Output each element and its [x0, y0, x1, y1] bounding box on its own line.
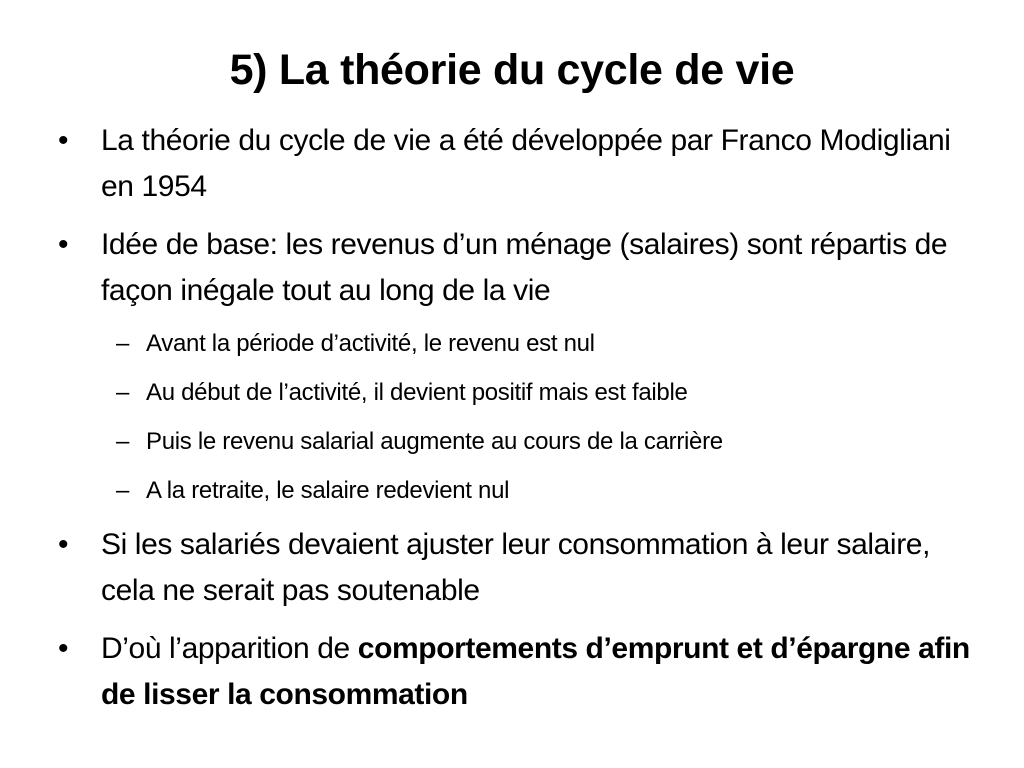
- bullet-text: Si les salariés devaient ajuster leur consommation à leur salaire, cela ne serait pas soutenable: [101, 528, 931, 607]
- bullet-text-normal: D’où l’apparition de: [101, 632, 358, 665]
- bullet-icon: •: [58, 632, 69, 665]
- dash-icon: –: [116, 428, 130, 455]
- dash-icon: –: [116, 330, 130, 357]
- sub-bullet-item: [58, 326, 978, 362]
- sub-bullet-text: Au début de l’activité, il devient positif mais est faible: [146, 379, 688, 406]
- slide-body: [58, 118, 978, 730]
- bullet-item: [58, 118, 978, 210]
- sub-bullet-item: [58, 473, 978, 509]
- sub-bullet-text: Puis le revenu salarial augmente au cours de la carrière: [146, 428, 723, 455]
- sub-bullet-item: [58, 375, 978, 411]
- sub-bullet-text: A la retraite, le salaire redevient nul: [146, 477, 510, 504]
- sub-bullet-text: Avant la période d’activité, le revenu est nul: [146, 330, 595, 357]
- bullet-item: [58, 626, 978, 718]
- dash-icon: –: [116, 379, 130, 406]
- bullet-icon: •: [58, 124, 69, 157]
- bullet-text: La théorie du cycle de vie a été développée par Franco Modigliani en 1954: [101, 124, 951, 203]
- bullet-icon: •: [58, 528, 69, 561]
- sub-bullet-item: [58, 424, 978, 460]
- bullet-item: [58, 522, 978, 614]
- bullet-text-bold: comportements d’emprunt et d’épargne afin de lisser la consommation: [101, 632, 970, 711]
- slide-title: 5) La théorie du cycle de vie: [229, 46, 795, 94]
- bullet-icon: •: [58, 228, 69, 261]
- bullet-text: Idée de base: les revenus d’un ménage (salaires) sont répartis de façon inégale tout au long de la vie: [101, 228, 948, 307]
- dash-icon: –: [116, 477, 130, 504]
- bullet-item: [58, 222, 978, 314]
